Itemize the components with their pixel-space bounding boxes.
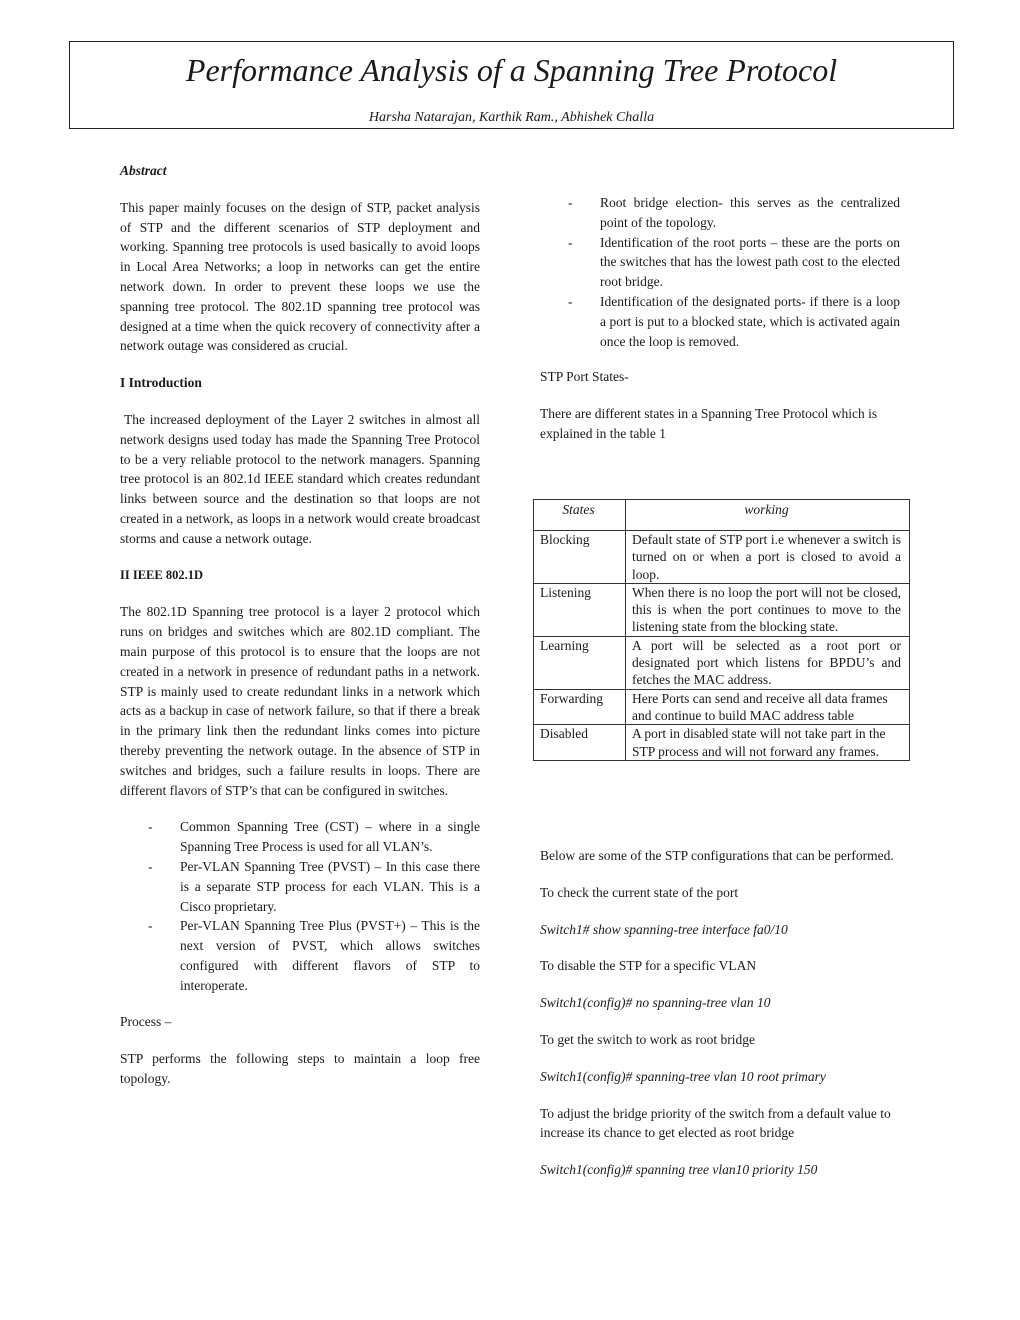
list-item: - Root bridge election- this serves as the centralized point of the topology.	[568, 195, 900, 230]
port-states-heading: STP Port States-	[540, 369, 629, 385]
paper-title: Performance Analysis of a Spanning Tree Protocol	[185, 52, 838, 88]
config-command: Switch1(config)# no spanning-tree vlan 10	[540, 995, 771, 1011]
introduction-heading: I Introduction	[120, 375, 202, 391]
ieee-heading: II IEEE 802.1D	[120, 567, 204, 582]
state-cell: Forwarding	[534, 689, 626, 725]
state-cell: Learning	[534, 636, 626, 689]
paper-authors: Harsha Natarajan, Karthik Ram., Abhishek Challa	[368, 110, 655, 125]
config-command: Switch1# show spanning-tree interface fa0/10	[540, 921, 788, 937]
abstract-heading: Abstract	[120, 163, 167, 178]
state-cell: Blocking	[534, 531, 626, 584]
title-box	[69, 41, 954, 129]
state-cell: Disabled	[534, 725, 626, 761]
working-cell: A port will be selected as a root port or designated port which listens for BPDU’s and fetches the MAC address.	[626, 636, 910, 689]
config-description: To disable the STP for a specific VLAN	[540, 958, 757, 974]
working-cell: Here Ports can send and receive all data frames and continue to build MAC address table	[626, 689, 910, 725]
list-item: - Identification of the root ports – these are the ports on the switches that has the lowest path cost to the elected root bridge.	[568, 234, 900, 290]
table-row	[534, 725, 910, 761]
port-states-intro: There are different states in a Spanning Tree Protocol which is explained in the table 1	[540, 406, 878, 441]
column-header: States	[534, 500, 626, 531]
state-cell: Listening	[534, 583, 626, 636]
config-command: Switch1(config)# spanning-tree vlan 10 root primary	[540, 1068, 826, 1084]
introduction-text: The increased deployment of the Layer 2 switches in almost all network designs used today has made the Spanning Tree Protocol to be a very reliable protocol to the network managers. Spanning tree protocol is an 802.1d IEEE standard which creates redundant links between source and the destination so that loops are not created in a network, as loops in a network would create broadcast storms and cause a network outage.	[120, 411, 480, 546]
table-header-row	[534, 500, 910, 531]
stp-flavors-list	[120, 817, 480, 995]
config-description: To check the current state of the port	[540, 884, 739, 900]
config-description: To adjust the bridge priority of the switch from a default value to increase its chance to get elected as root bridge	[540, 1105, 891, 1141]
ieee-text: The 802.1D Spanning tree protocol is a layer 2 protocol which runs on bridges and switches which are 802.1D compliant. The main purpose of this protocol is to ensure that the loops are not created in a network in presence of redundant paths in a network. STP is mainly used to create redundant links in a network which acts as a backup in case of network failure, so that if there a break in the primary link then the redundant links comes into picture thereby preventing the network outage. In the absence of STP in switches and bridges, such a failure results in loops. There are different flavors of STP’s that can be configured in switches.	[120, 604, 480, 798]
list-item: - Identification of the designated ports- if there is a loop a port is put to a blocked state, which is activated again once the loop is removed.	[568, 293, 900, 349]
port-states-table	[533, 499, 910, 761]
configurations-section	[540, 846, 900, 1180]
column-header: working	[626, 500, 910, 531]
table-row	[534, 531, 910, 584]
table-row	[534, 689, 910, 725]
list-item: - Common Spanning Tree (CST) – where in a single Spanning Tree Process is used for all VLAN’s.	[148, 819, 480, 855]
list-item: - Per-VLAN Spanning Tree Plus (PVST+) – This is the next version of PVST, which allows switches configured with different flavors of STP to interoperate.	[148, 918, 480, 993]
process-heading: Process –	[120, 1014, 172, 1030]
list-item: - Per-VLAN Spanning Tree (PVST) – In this case there is a separate STP process for each VLAN. This is a Cisco proprietary.	[148, 858, 480, 914]
left-column	[120, 161, 480, 1089]
right-column	[540, 193, 900, 444]
working-cell: When there is no loop the port will not be closed, this is when the port continues to move to the listening state from the blocking state.	[626, 583, 910, 636]
config-command: Switch1(config)# spanning tree vlan10 priority 150	[540, 1162, 818, 1178]
working-cell: Default state of STP port i.e whenever a switch is turned on or when a port is closed to avoid a loop.	[626, 531, 910, 584]
working-cell: A port in disabled state will not take part in the STP process and will not forward any frames.	[626, 725, 910, 761]
process-steps-list	[540, 193, 900, 351]
table-row	[534, 636, 910, 689]
config-description: To get the switch to work as root bridge	[540, 1031, 756, 1047]
table-row	[534, 583, 910, 636]
configurations-intro: Below are some of the STP configurations that can be performed.	[540, 848, 894, 863]
process-text: STP performs the following steps to maintain a loop free topology.	[120, 1051, 480, 1087]
abstract-text: This paper mainly focuses on the design of STP, packet analysis of STP and the different scenarios of STP deployment and working. Spanning tree protocols is used basically to avoid loops in Local Area Networks; a loop in networks can get the entire network down. In order to prevent these loops we use the spanning tree protocol. The 802.1D spanning tree protocol was designed at a time when the quick recovery of connectivity after a network outage was considered as crucial.	[120, 199, 480, 354]
